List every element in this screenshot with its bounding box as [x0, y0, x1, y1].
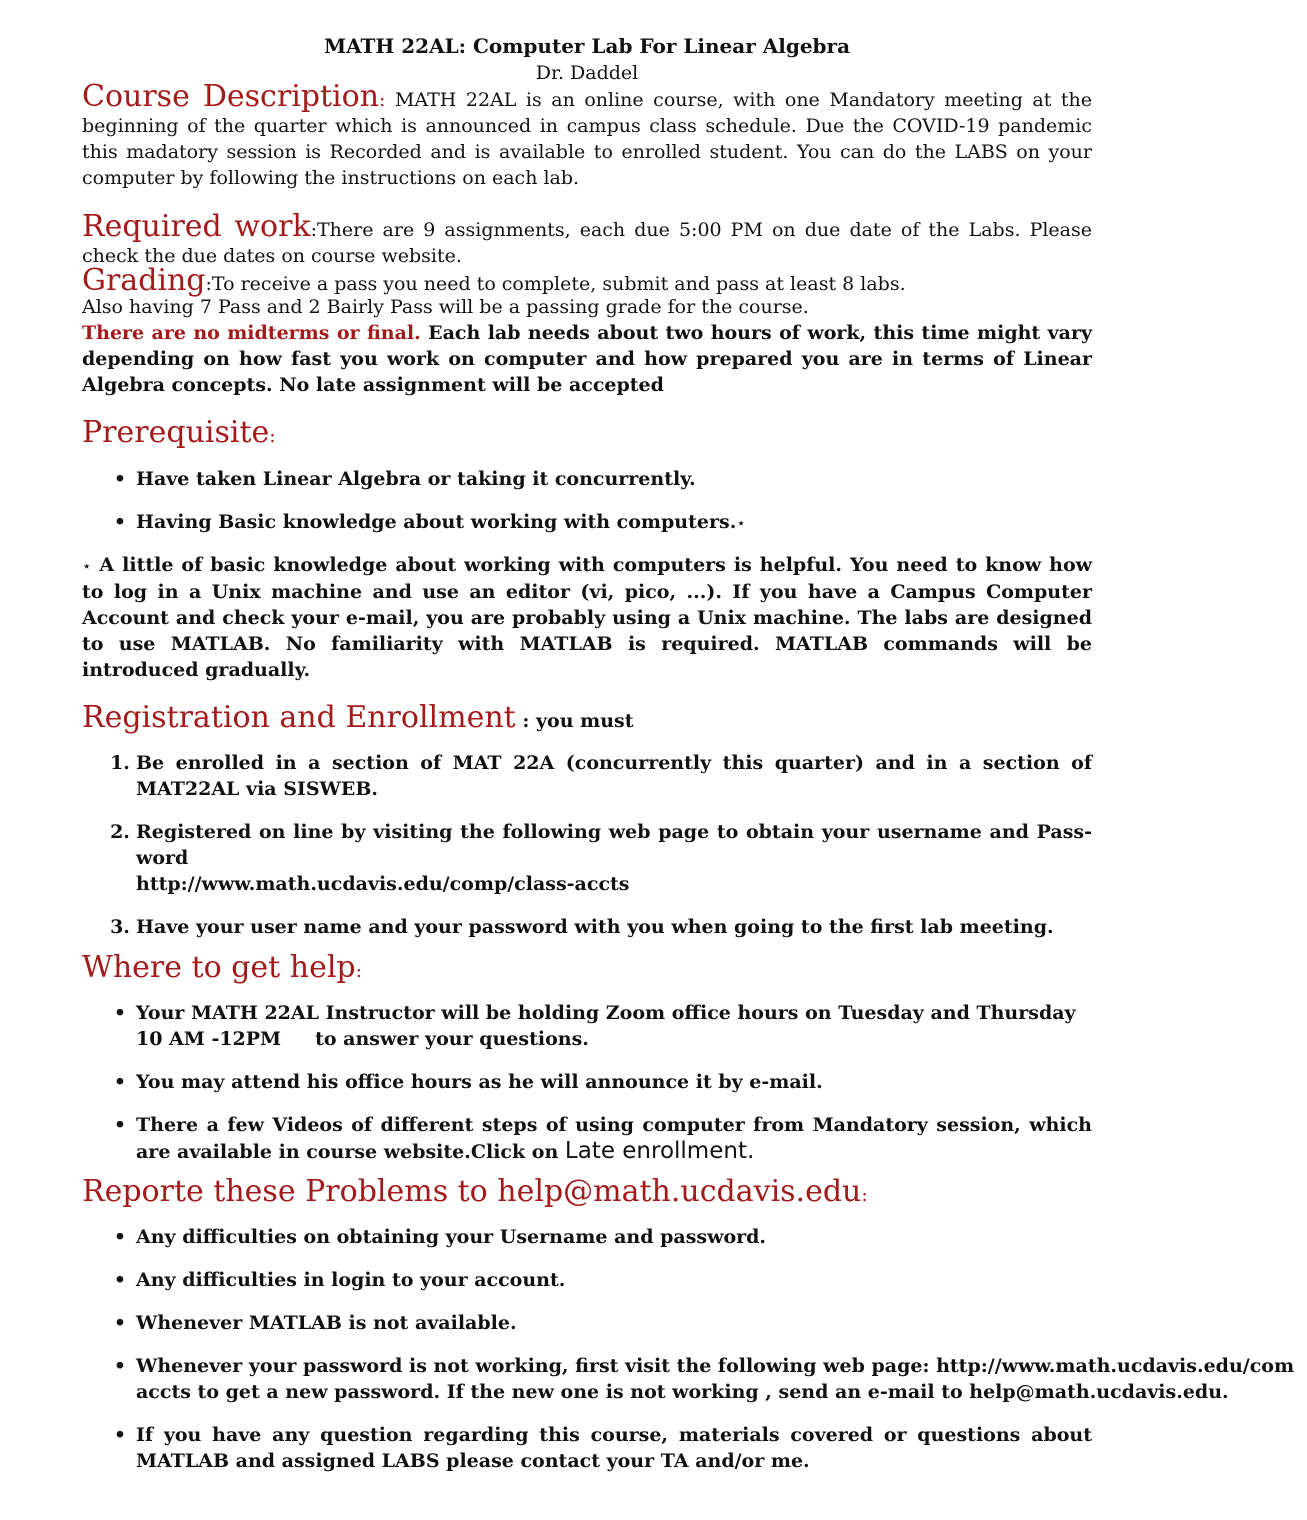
grading-colon: : [205, 273, 212, 295]
no-exams-note: There are no midterms or final. [82, 322, 421, 344]
problem-item-text: accts to get a new password. If the new one is not working , send an e-mail to help@math.ucdavis.edu. [136, 1381, 1229, 1403]
problem-item-text: If you have any question regarding this course, materials covered or questions about MATLAB and assigned LABS please contact your TA and/or me. [136, 1424, 1092, 1472]
problem-item-text: Whenever your password is not working, first visit the following web page: http://www.math.ucdavis.edu/com [136, 1355, 1295, 1377]
bullet-icon: • [113, 1355, 127, 1377]
prerequisite-heading-text: Prerequisite [82, 415, 270, 450]
bullet-icon: • [113, 1071, 127, 1093]
course-description-text: MATH 22AL is an online course, with one Mandatory meeting at the beginning of the quarter which is announced in campus class schedule. Due the COVID-19 pandemic this madatory session is Recorded and is available to enrolled student. You can do the LABS on your computer by following the instructions on each lab. [82, 89, 1092, 189]
prerequisite-item [113, 509, 1092, 536]
problem-item [113, 1267, 1092, 1293]
problems-heading-text: Reporte these Problems to help@math.ucdavis.edu [82, 1174, 862, 1209]
document-author: Dr. Daddel [535, 62, 639, 84]
problem-item [113, 1353, 1307, 1405]
bullet-icon: • [113, 1114, 127, 1136]
prerequisite-colon: : [269, 425, 276, 447]
grading-line2: Also having 7 Pass and 2 Bairly Pass will be a passing grade for the course. [82, 296, 809, 318]
prerequisite-item-text: Have taken Linear Algebra or taking it concurrently. [136, 468, 696, 490]
bullet-icon: • [113, 468, 127, 490]
grading-text: To receive a pass you need to complete, submit and pass at least 8 labs. [211, 273, 906, 295]
prerequisite-heading [82, 416, 276, 453]
registration-item [110, 819, 1092, 897]
help-colon: : [355, 960, 363, 982]
star-icon: ⋆ [82, 557, 92, 575]
bullet-icon: • [113, 1269, 127, 1291]
problem-item [113, 1422, 1092, 1474]
grading-heading: Grading [82, 263, 206, 298]
prerequisite-footnote [82, 552, 1092, 683]
problems-colon: : [861, 1184, 868, 1206]
class-accts-link[interactable]: http://www.math.ucdavis.edu/comp/class-accts [136, 873, 630, 895]
prerequisite-footnote-text: A little of basic knowledge about working with computers is helpful. You need to know how to log in a Unix machine and use an editor (vi, pico, ...). If you have a Campus Computer Account and check your e-mail, you are probably using a Unix machine. The labs are designed to use MATLAB. No familiarity with MATLAB is required. MATLAB commands will be introduced gradually. [82, 554, 1092, 681]
help-heading-text: Where to get help [82, 950, 356, 985]
registration-heading [82, 701, 634, 738]
registration-item-text: Have your user name and your password with you when going to the first lab meeting. [136, 916, 1054, 938]
prerequisite-item [113, 466, 1092, 492]
prerequisite-item-text: Having Basic knowledge about working with computers. [136, 511, 737, 533]
problem-item-text: Any difficulties on obtaining your Username and password. [136, 1226, 767, 1248]
list-number: 1. [110, 752, 130, 774]
bullet-icon: • [113, 1312, 127, 1334]
document-title: MATH 22AL: Computer Lab For Linear Algebra [323, 34, 851, 58]
help-item [113, 1000, 1092, 1052]
course-description [82, 79, 1092, 191]
registration-item [110, 914, 1092, 940]
registration-item-text: Be enrolled in a section of MAT 22A (concurrently this quarter) and in a section of MAT22AL via SISWEB. [136, 752, 1092, 800]
required-work-colon: : [310, 219, 317, 241]
bullet-icon: • [113, 511, 127, 533]
grading-note-block [82, 320, 1092, 398]
registration-heading-text: Registration and Enrollment [82, 700, 516, 735]
course-description-colon: : [379, 89, 386, 111]
required-work-heading: Required work [82, 209, 311, 244]
lab-workload-note: Each lab needs about two hours of work, this time might vary depending on how fast you work on computer and how prepared you are in terms of Linear Algebra concepts. No late assignment will be accepted [82, 322, 1092, 396]
help-item [113, 1069, 1092, 1095]
bullet-icon: • [113, 1226, 127, 1248]
office-hours-time: 10 AM -12PM [136, 1028, 282, 1050]
help-item-text: You may attend his office hours as he will announce it by e-mail. [136, 1071, 823, 1093]
bullet-icon: • [113, 1002, 127, 1024]
required-work-text: There are 9 assignments, each due 5:00 PM on due date of the Labs. Please check the due dates on course website. [82, 219, 1092, 267]
registration-item-text: Registered on line by visiting the following web page to obtain your username and Pass-word [136, 821, 1092, 869]
course-description-heading: Course Description [82, 79, 380, 114]
help-heading [82, 951, 362, 988]
late-enrollment-link[interactable]: Late enrollment. [564, 1138, 755, 1164]
help-item [113, 1112, 1092, 1165]
problem-item [113, 1310, 1092, 1336]
registration-tail: : you must [515, 710, 634, 732]
help-item-text: There a few Videos of different steps of using computer from Mandatory session, which are available in course website.Click on [136, 1114, 1092, 1163]
help-item-text: Your MATH 22AL Instructor will be holding Zoom office hours on Tuesday and Thursday [136, 1002, 1076, 1024]
help-item-text: to answer your questions. [315, 1028, 589, 1050]
registration-item [110, 750, 1092, 802]
star-icon: ⋆ [736, 514, 746, 532]
problem-item [113, 1224, 1092, 1250]
problem-item-text: Any difficulties in login to your account. [136, 1269, 566, 1291]
grading [82, 263, 1092, 298]
list-number: 3. [110, 916, 130, 938]
problems-heading [82, 1175, 868, 1212]
required-work [82, 209, 1092, 269]
list-number: 2. [110, 821, 130, 843]
bullet-icon: • [113, 1424, 127, 1446]
problem-item-text: Whenever MATLAB is not available. [136, 1312, 517, 1334]
